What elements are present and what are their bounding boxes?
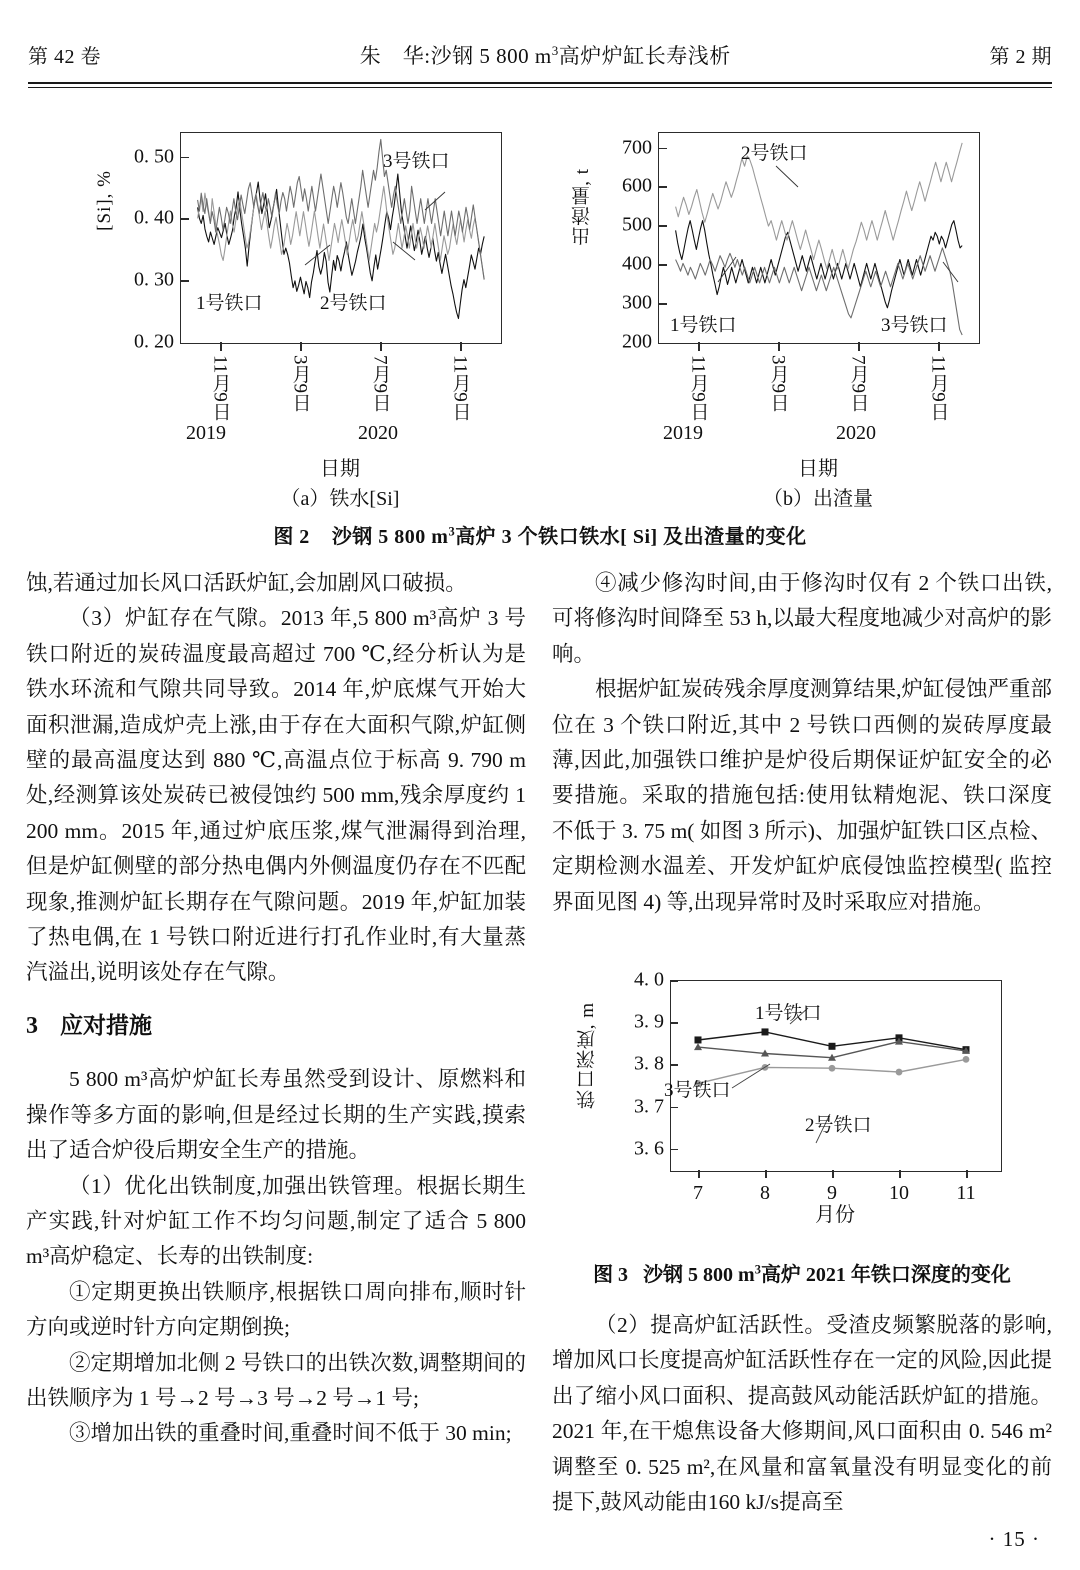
y-tick-mark	[670, 980, 678, 982]
fig2b-y-axis-title: 出渣量, t	[572, 168, 593, 246]
fig2a-label-series1: 1号铁口	[196, 293, 263, 314]
paragraph: 根据炉缸炭砖残余厚度测算结果,炉缸侵蚀严重部位在 3 个铁口附近,其中 2 号铁口西侧的炭砖厚度最薄,因此,加强铁口维护是炉役后期保证炉缸安全的必要措施。采取的措施包括:使用钛精炮泥、铁口深度不低于 3. 75 m( 如图 3 所示)、加强炉缸铁口区点检、定期检测水温差、开发炉缸炉底侵蚀监控模型( 监控界面见图 4) 等,出现异常时及时采取应对措施。	[552, 677, 1052, 914]
fig3-label-series2: 2号铁口	[805, 1115, 872, 1136]
x-tick-mark	[300, 342, 302, 351]
annotation-leader	[732, 1064, 770, 1088]
x-tick-label: 3月9日	[767, 355, 789, 412]
annotation-leader	[393, 242, 415, 260]
y-tick-label: 3. 9	[634, 1010, 664, 1033]
page-number: · 15 ·	[988, 1527, 1040, 1551]
y-tick-label: 0. 40	[134, 206, 174, 229]
data-point	[695, 1036, 702, 1043]
fig2a-label-series3: 3号铁口	[383, 151, 450, 172]
x-tick-mark	[698, 1170, 700, 1178]
fig2a-label-series2: 2号铁口	[320, 293, 387, 314]
y-tick-mark	[670, 1022, 678, 1024]
figure-3	[560, 962, 1060, 1262]
x-tick-mark	[380, 342, 382, 351]
paragraph: ①定期更换出铁顺序,根据铁口周向排布,顺时针方向或逆时针方向定期倒换;	[26, 1279, 526, 1340]
x-tick-label: 7月9日	[847, 355, 869, 412]
x-tick-label: 10	[889, 1182, 909, 1204]
series-line-1号铁口	[676, 221, 963, 308]
x-tick-mark	[899, 1170, 901, 1178]
fig2a-year-2019: 2019	[186, 422, 226, 444]
paragraph: 5 800 m³高炉炉缸长寿虽然受到设计、原燃料和操作等多方面的影响,但是经过长期的生产实践,摸索出了适合炉役后期安全生产的措施。	[26, 1067, 526, 1163]
fig2b-label-series2: 2号铁口	[741, 143, 808, 164]
x-tick-mark	[765, 1170, 767, 1178]
x-tick-mark	[966, 1170, 968, 1178]
y-tick-label: 0. 20	[134, 330, 174, 353]
figure-3-caption: 图 3 沙钢 5 800 $m^3$高炉 2021 年铁口深度的变化	[593, 1262, 1011, 1286]
header-rule	[28, 82, 1052, 88]
y-tick-label: 400	[622, 252, 652, 275]
fig2a-y-axis-title: [Si], %	[94, 170, 115, 231]
x-tick-label: 11	[956, 1182, 976, 1204]
x-tick-label: 8	[760, 1182, 770, 1204]
body-column-right	[552, 566, 1052, 920]
y-tick-mark	[658, 148, 667, 150]
y-tick-mark	[658, 303, 667, 305]
annotation-leader	[776, 166, 798, 187]
y-tick-label: 700	[622, 136, 652, 159]
paragraph: ②定期增加北侧 2 号铁口的出铁次数,调整期间的出铁顺序为 1 号→2 号→3 号→2 号→1 号;	[26, 1350, 526, 1410]
y-tick-label: 3. 7	[634, 1095, 664, 1118]
fig3-x-axis-title: 月份	[815, 1204, 855, 1226]
fig2b-subcaption: （b）出渣量	[763, 488, 873, 510]
fig3-label-series3: 3号铁口	[664, 1080, 731, 1101]
data-point	[896, 1069, 903, 1076]
data-point	[829, 1043, 836, 1050]
x-tick-mark	[858, 342, 860, 351]
body-column-right-lower	[552, 1308, 1052, 1520]
paragraph: ④减少修沟时间,由于修沟时仅有 2 个铁口出铁,可将修沟时间降至 53 h,以最大程度地减少对高炉的影响。	[552, 571, 1052, 666]
paragraph: （2）提高炉缸活跃性。受渣皮频繁脱落的影响,增加风口长度提高炉缸活跃性存在一定的风险,因此提出了缩小风口面积、提高鼓风动能活跃炉缸的措施。2021 年,在干熄焦设备大修期间,风口面积由 0. 546 m²调整至 0. 525 m²,在风量和富氧量没有明显变化的前提下,鼓风动能由160 kJ/s提高至	[552, 1313, 1052, 1515]
x-tick-label: 9	[827, 1182, 837, 1204]
y-tick-label: 0. 30	[134, 268, 174, 291]
x-tick-mark	[778, 342, 780, 351]
body-column-left	[26, 566, 526, 1452]
y-tick-label: 4. 0	[634, 968, 664, 991]
data-point	[762, 1028, 769, 1035]
fig2a-subcaption: （a）铁水[Si]	[280, 488, 400, 510]
x-tick-mark	[832, 1170, 834, 1178]
fig2b-year-2020: 2020	[836, 422, 876, 444]
y-tick-label: 3. 6	[634, 1137, 664, 1160]
x-tick-label: 3月9日	[289, 355, 311, 412]
y-tick-mark	[180, 280, 189, 282]
x-tick-label: 11月9日	[449, 355, 471, 421]
x-tick-mark	[220, 342, 222, 351]
fig2b-label-series3: 3号铁口	[881, 315, 948, 336]
running-header	[28, 40, 1052, 70]
paragraph: （3）炉缸存在气隙。2013 年,5 800 m³高炉 3 号铁口附近的炭砖温度最高超过 700 ℃,经分析认为是铁水环流和气隙共同导致。2014 年,炉底煤气开始大面积泄漏,造成炉壳上涨,由于存在大面积气隙,炉缸侧壁的最高温度达到 880 ℃,高温点位于标高 9. 790 m 处,经测算该处炭砖已被侵蚀约 500 mm,残余厚度约 1 200 mm。2015 年,通过炉底压浆,煤气泄漏得到治理,但是炉缸侧壁的部分热电偶内外侧温度仍存在不匹配现象,推测炉缸长期存在气隙问题。2019 年,炉缸加装了热电偶,在 1 号铁口附近进行打孔作业时,有大量蒸汽溢出,说明该处存在气隙。	[26, 606, 526, 985]
fig3-label-series1: 1号铁口	[755, 1003, 822, 1024]
annotation-leader	[943, 262, 958, 282]
section-number: 3	[26, 1012, 38, 1039]
x-tick-mark	[460, 342, 462, 351]
y-tick-mark	[180, 157, 189, 159]
data-point	[694, 1043, 702, 1050]
fig2b-x-axis-title: 日期	[798, 458, 838, 480]
paragraph: ③增加出铁的重叠时间,重叠时间不低于 30 min;	[69, 1421, 512, 1446]
figure-2b	[573, 110, 1043, 510]
y-tick-mark	[670, 1107, 678, 1109]
article-running-title: 朱 华:沙钢 5 800 $m^3$高炉炉缸长寿浅析	[359, 43, 731, 68]
data-point	[829, 1065, 836, 1072]
y-tick-mark	[658, 186, 667, 188]
volume-label: 第 42 卷	[28, 46, 101, 68]
x-tick-label: 11月9日	[687, 355, 709, 421]
fig2b-label-series1: 1号铁口	[670, 315, 737, 336]
y-tick-label: 300	[622, 291, 652, 314]
y-tick-label: 500	[622, 213, 652, 236]
issue-label: 第 2 期	[989, 46, 1052, 68]
fig2a-year-2020: 2020	[358, 422, 398, 444]
x-tick-label: 7	[693, 1182, 703, 1204]
paragraph: （1）优化出铁制度,加强出铁管理。根据长期生产实践,针对炉缸工作不均匀问题,制定了适合 5 800 m³高炉稳定、长寿的出铁制度:	[26, 1173, 526, 1269]
x-tick-mark	[938, 342, 940, 351]
y-tick-label: 3. 8	[634, 1052, 664, 1075]
y-tick-label: 200	[622, 330, 652, 353]
x-tick-label: 11月9日	[209, 355, 231, 421]
y-tick-mark	[658, 225, 667, 227]
section-heading	[26, 1009, 526, 1044]
fig2b-year-2019: 2019	[663, 422, 703, 444]
x-tick-mark	[698, 342, 700, 351]
data-point	[963, 1056, 970, 1063]
figure-2a	[94, 110, 568, 510]
y-tick-mark	[670, 1149, 678, 1151]
x-tick-label: 7月9日	[369, 355, 391, 412]
y-tick-mark	[670, 1064, 678, 1066]
fig3-y-axis-title: 铁口深度, m	[577, 1002, 598, 1110]
x-tick-label: 11月9日	[927, 355, 949, 421]
y-tick-mark	[658, 264, 667, 266]
y-tick-label: 600	[622, 174, 652, 197]
y-tick-mark	[180, 218, 189, 220]
figure-2	[28, 110, 1052, 510]
fig2a-x-axis-title: 日期	[320, 458, 360, 480]
series-line-2号铁口	[676, 143, 963, 269]
figure-2-caption: 图 2 沙钢 5 800 $m^3$高炉 3 个铁口铁水[ Si] 及出渣量的变化	[273, 524, 807, 548]
paragraph: 蚀,若通过加长风口活跃炉缸,会加剧风口破损。	[26, 571, 467, 595]
section-title: 应对措施	[60, 1012, 152, 1039]
y-tick-label: 0. 50	[134, 145, 174, 168]
